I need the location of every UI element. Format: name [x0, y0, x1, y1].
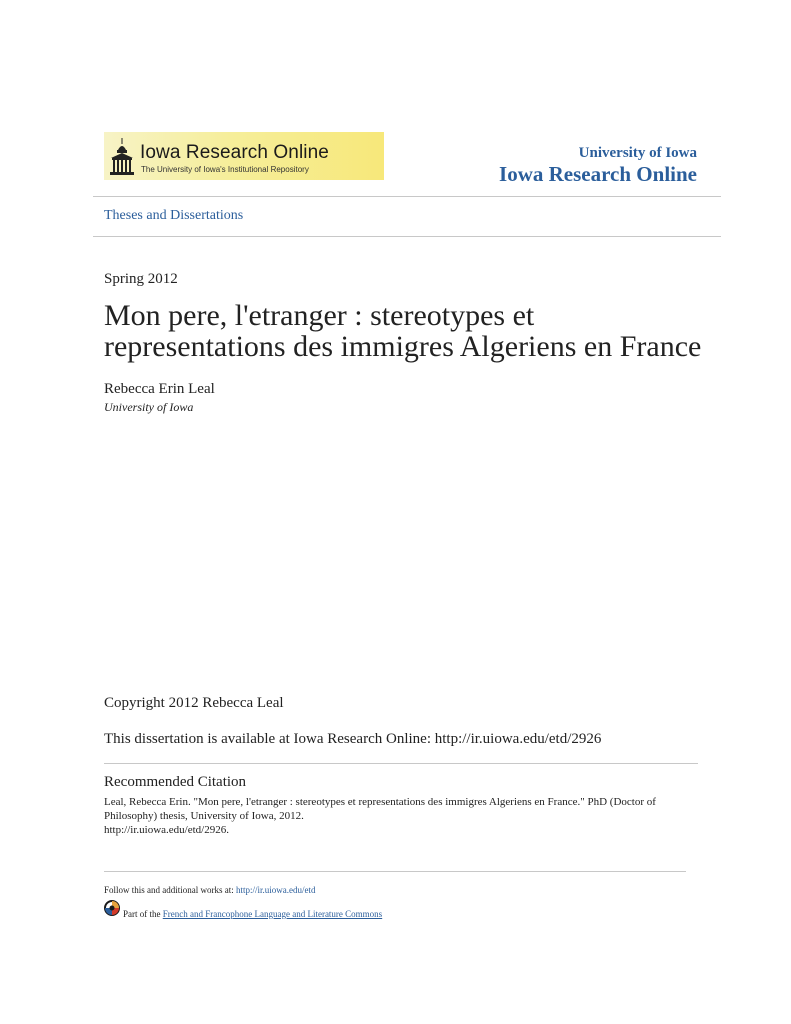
iowa-research-online-banner[interactable] [104, 132, 384, 180]
author-affiliation: University of Iowa [104, 400, 194, 414]
old-capitol-icon [108, 136, 136, 178]
series-divider [93, 236, 721, 237]
series-link[interactable]: Theses and Dissertations [104, 208, 244, 223]
commons-link[interactable]: French and Francophone Language and Literature Commons [162, 909, 383, 919]
partof-prefix: Part of the [123, 909, 163, 919]
network-commons-icon [104, 900, 120, 916]
citation-line: Leal, Rebecca Erin. "Mon pere, l'etranger : stereotypes et representations des immigres Algeriens en France." PhD (Doctor of [104, 796, 656, 808]
publication-date: Spring 2012 [104, 271, 178, 287]
university-name[interactable]: University of Iowa [578, 145, 697, 161]
citation-text [104, 795, 664, 837]
citation-line: http://ir.uiowa.edu/etd/2926. [104, 824, 229, 836]
part-of-line [123, 909, 382, 919]
follow-line [104, 885, 316, 895]
banner-title: Iowa Research Online [140, 142, 329, 163]
follow-link[interactable]: http://ir.uiowa.edu/etd [236, 885, 316, 895]
copyright-notice: Copyright 2012 Rebecca Leal [104, 695, 284, 711]
follow-prefix: Follow this and additional works at: [104, 885, 236, 895]
banner-subtitle: The University of Iowa's Institutional Repository [141, 165, 309, 174]
author-name: Rebecca Erin Leal [104, 381, 215, 397]
repository-name[interactable]: Iowa Research Online [499, 162, 697, 186]
availability-statement: This dissertation is available at Iowa Research Online: http://ir.uiowa.edu/etd/2926 [104, 731, 602, 747]
citation-line: Philosophy) thesis, University of Iowa, 2012. [104, 810, 304, 822]
citation-top-divider [104, 763, 698, 764]
header-divider [93, 196, 721, 197]
footer-divider [104, 871, 686, 872]
document-title: Mon pere, l'etranger : stereotypes et representations des immigres Algeriens en France [104, 299, 702, 363]
citation-heading: Recommended Citation [104, 774, 247, 790]
